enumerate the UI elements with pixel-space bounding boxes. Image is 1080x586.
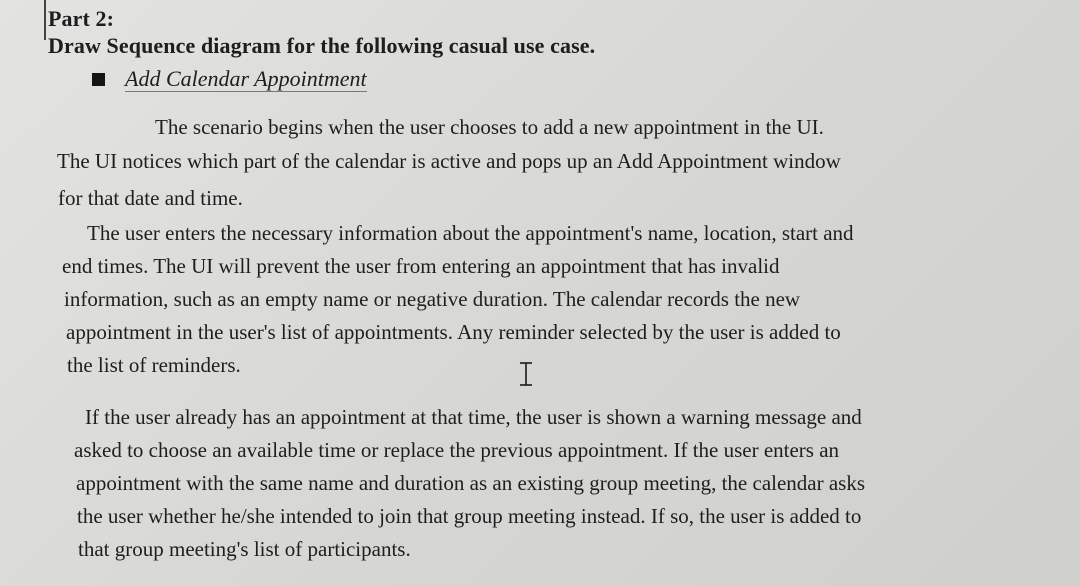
paragraph-2-line-3: information, such as an empty name or negative duration. The calendar records the new (64, 287, 801, 311)
use-case-name: Add Calendar Appointment (125, 65, 367, 91)
paragraph-2-line-4: appointment in the user's list of appointments. Any reminder selected by the user is added to (66, 320, 841, 344)
paragraph-3-line-2: asked to choose an available time or replace the previous appointment. If the user enters an (74, 438, 840, 462)
paragraph-1-line-2: The UI notices which part of the calendar is active and pops up an Add Appointment window (57, 149, 841, 173)
paragraph-1-line-3: for that date and time. (58, 186, 243, 210)
paragraph-2-line-5: the list of reminders. (67, 353, 241, 377)
use-case-bullet (92, 66, 367, 92)
square-bullet-icon (92, 73, 105, 86)
paragraph-1-line-1: The scenario begins when the user chooses to add a new appointment in the UI. (155, 115, 824, 139)
part-title: Part 2: (48, 6, 115, 31)
paragraph-2-line-1: The user enters the necessary information about the appointment's name, location, start and (87, 221, 854, 245)
task-title: Draw Sequence diagram for the following casual use case. (48, 33, 596, 58)
paragraph-2-line-2: end times. The UI will prevent the user from entering an appointment that has invalid (62, 254, 780, 278)
text-cursor-icon (519, 361, 533, 387)
paragraph-3-line-1: If the user already has an appointment at that time, the user is shown a warning message and (85, 405, 862, 429)
paragraph-3-line-4: the user whether he/she intended to join that group meeting instead. If so, the user is added to (77, 504, 862, 528)
paragraph-3-line-3: appointment with the same name and duration as an existing group meeting, the calendar asks (76, 471, 866, 495)
page-edge-divider (44, 0, 46, 40)
paragraph-3-line-5: that group meeting's list of participants. (78, 537, 411, 561)
